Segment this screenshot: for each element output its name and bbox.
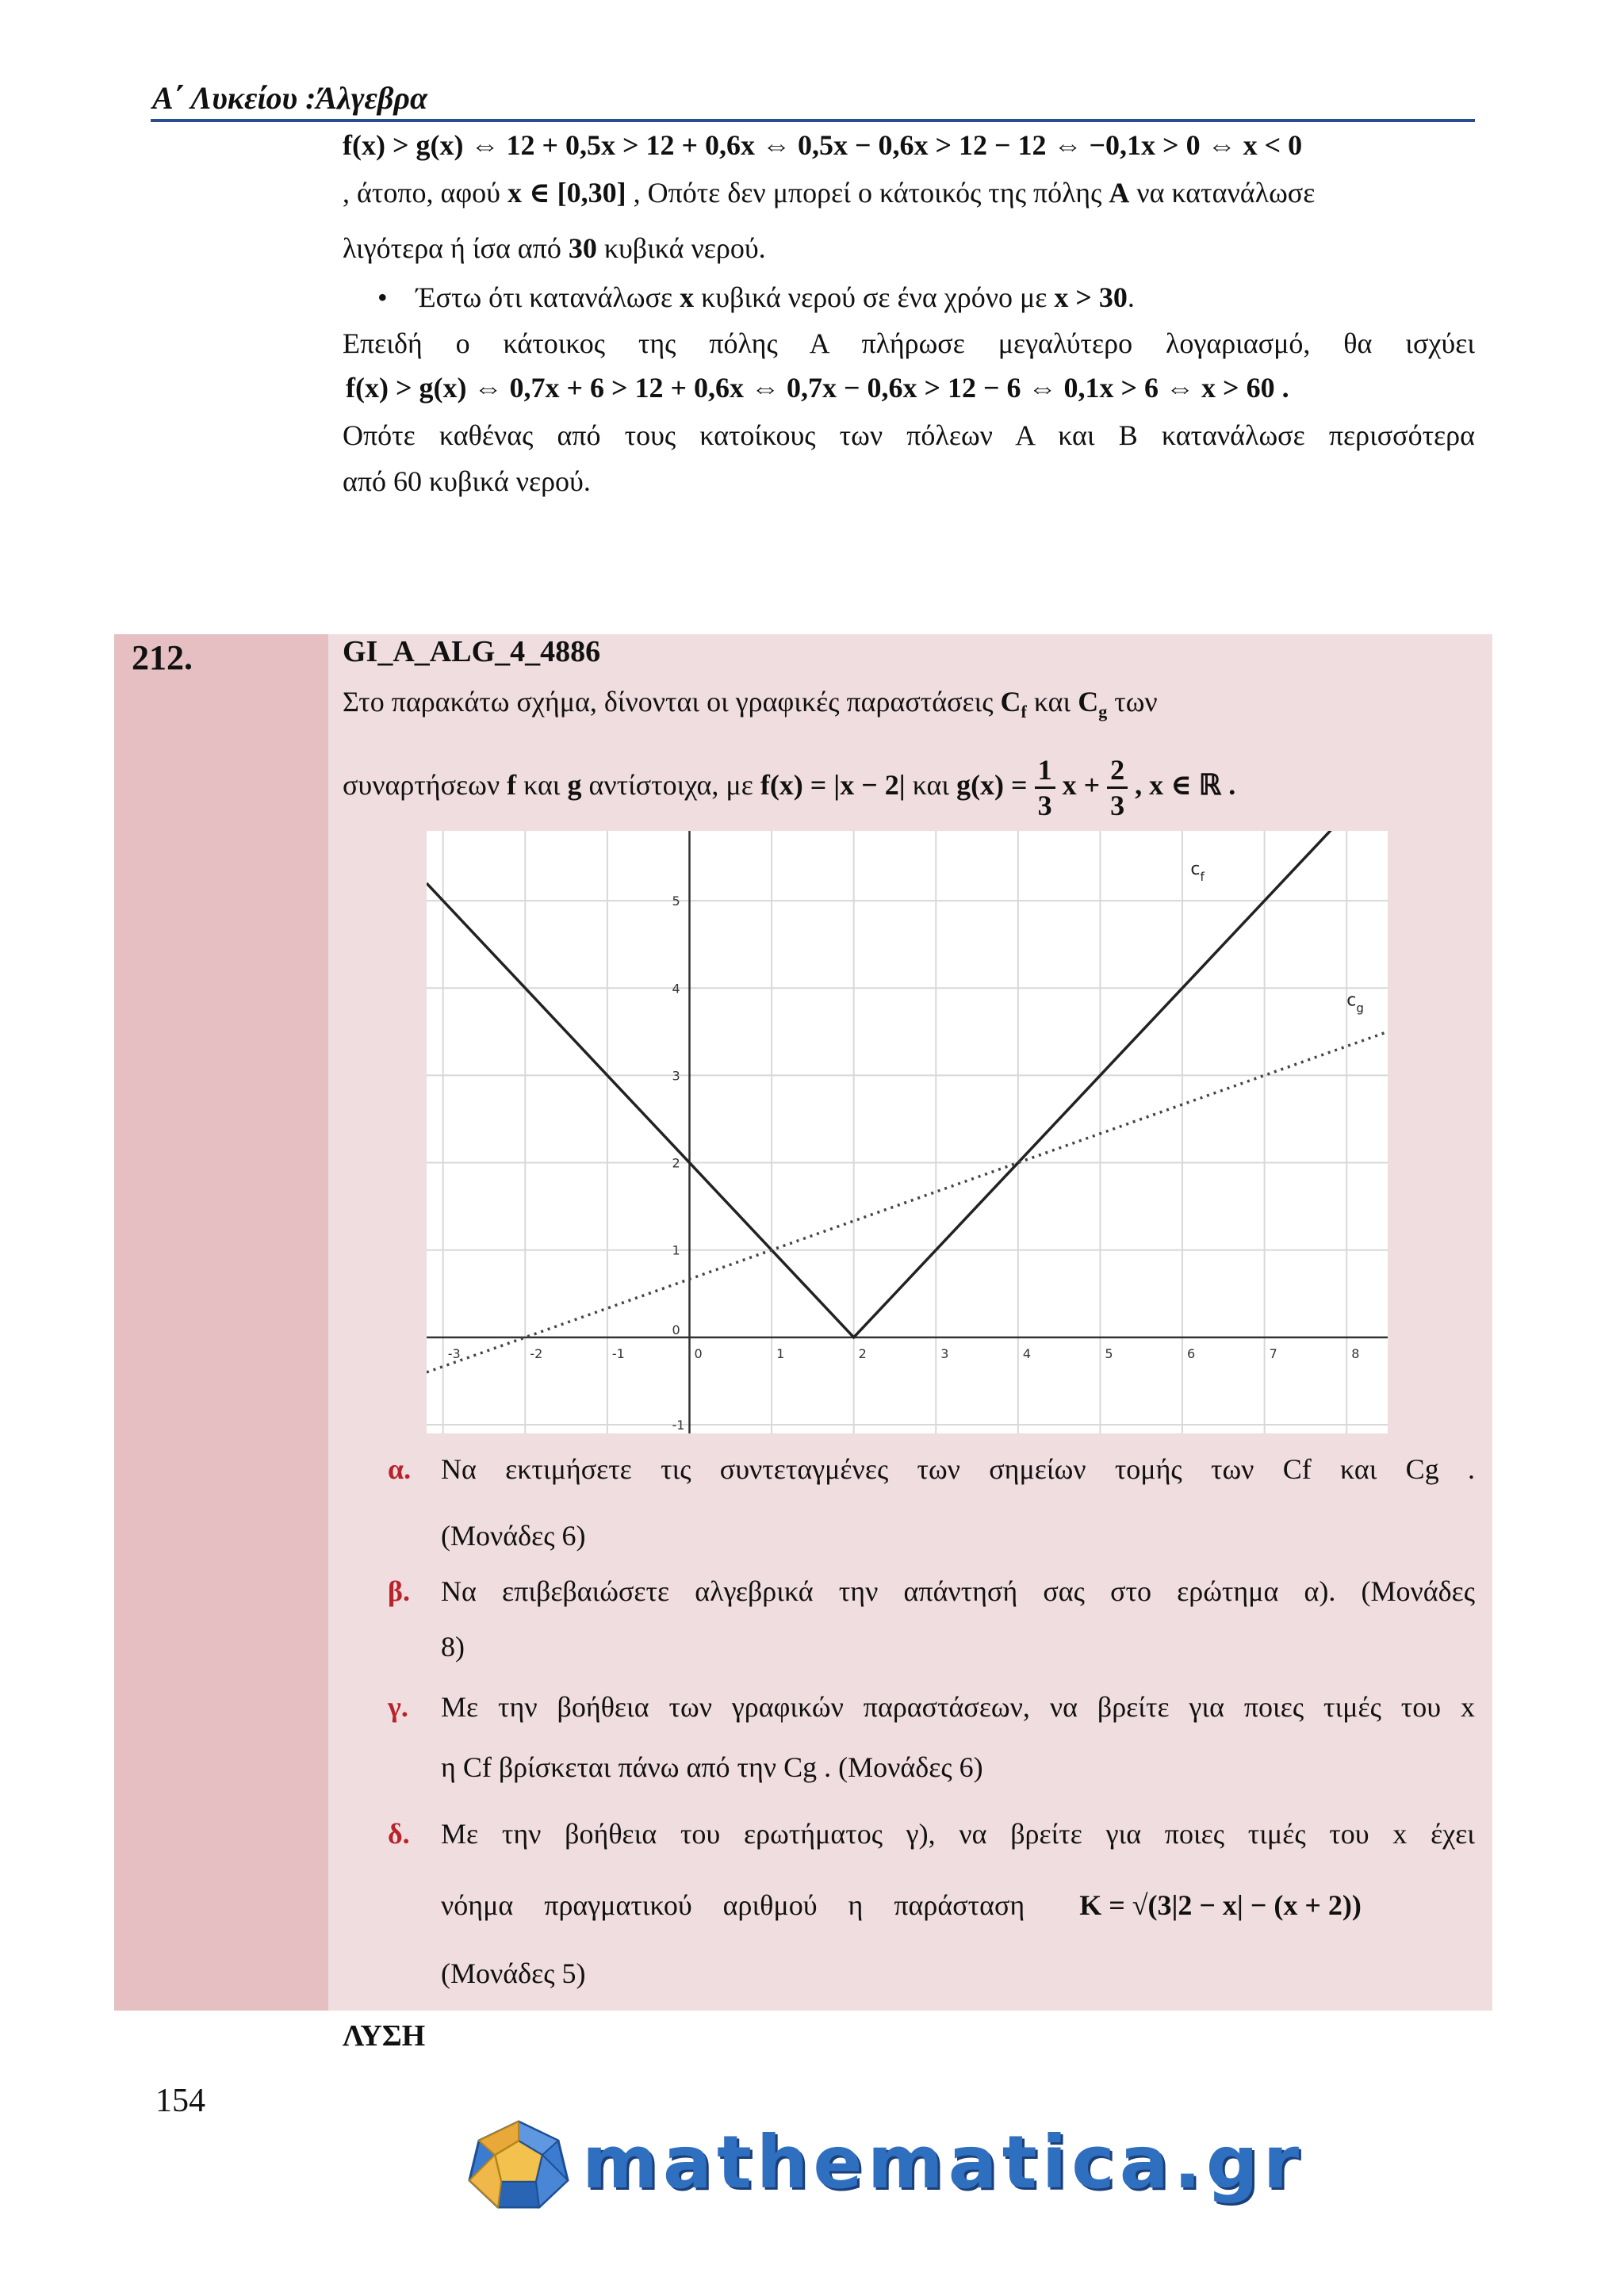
question-d-text: Με την βοήθεια του ερωτήματος γ), να βρείτε για ποιες τιμές του x έχει (441, 1818, 1475, 1850)
Cf-main: C (1000, 686, 1021, 718)
x-tick-label: 7 (1269, 1345, 1277, 1361)
question-d-line2 (441, 1887, 1475, 1923)
Cg-main: C (1078, 686, 1099, 718)
y-tick-label: 2 (672, 1155, 680, 1171)
solution-line-2 (343, 174, 1315, 211)
solution-line-2-A: Α (1109, 177, 1130, 209)
bullet-mid: κυβικά νερού σε ένα χρόνο με (701, 281, 1048, 313)
exercise-intro-2 (343, 745, 1235, 825)
solution-line-8: από 60 κυβικά νερού. (343, 465, 591, 497)
solution-line-1: f(x) > g(x) ⇔ 12 + 0,5x > 12 + 0,6x ⇔ 0,5x − 0,6x > 12 − 12 ⇔ −0,1x > 0 ⇔ x < 0 (343, 129, 1303, 161)
x-tick-label: 6 (1187, 1345, 1196, 1361)
solution-line-7: Οπότε καθένας από τους κατοίκους των πόλεων Α και Β κατανάλωσε περισσότερα (343, 419, 1475, 451)
question-a-label: α. (388, 1453, 412, 1485)
question-d (389, 1816, 1475, 1992)
solution-line-3-post: κυβικά νερού. (603, 232, 766, 264)
logo-text: mathematica.gr (582, 2120, 1304, 2205)
intro2-f: f (507, 769, 517, 801)
g-domain: , x ∈ ℝ . (1135, 769, 1236, 801)
solution-line-2-math: x ∈ [0,30] (507, 177, 626, 209)
intro1-mid: και (1033, 686, 1071, 718)
x-tick-label: 4 (1022, 1345, 1032, 1361)
intro2-and: και (523, 769, 561, 801)
intro1-Cg (1078, 686, 1108, 722)
intro2-resp: αντίστοιχα, με (588, 769, 753, 801)
g-frac1-num: 1 (1035, 753, 1055, 789)
g-fraction-2 (1107, 753, 1128, 822)
question-c-label: γ. (388, 1691, 408, 1723)
question-d-text3: (Μονάδες 5) (441, 1957, 586, 1989)
f-definition: f(x) = |x − 2| (760, 769, 906, 801)
bullet-dot: • (377, 281, 388, 313)
question-d-label: δ. (388, 1818, 410, 1850)
solution-line-2-end: να κατανάλωσε (1136, 177, 1316, 209)
x-tick-label: 3 (940, 1345, 949, 1361)
question-b-label: β. (388, 1575, 410, 1607)
x-tick-label: 8 (1351, 1345, 1360, 1361)
bullet-x: x (680, 281, 695, 313)
x-tick-label: 1 (776, 1345, 785, 1361)
g-frac2-den: 3 (1110, 790, 1125, 822)
question-b-text: Να επιβεβαιώσετε αλγεβρικά την απάντησή σας στο ερώτημα α). (Μονάδες (441, 1575, 1475, 1607)
exercise-number-cell (114, 634, 328, 2011)
solution-line-3-pre: λιγότερα ή ίσα από (343, 232, 561, 264)
x-tick-label: 0 (694, 1345, 703, 1361)
question-b (389, 1573, 1475, 1665)
y-tick-label: 3 (672, 1068, 680, 1084)
intro2-and2: και (912, 769, 950, 801)
intro2-pre: συναρτήσεων (343, 769, 500, 801)
question-a-text2: (Μονάδες 6) (441, 1520, 586, 1552)
g-mid: x + (1062, 769, 1101, 801)
series-label-cf: $c_f$ (1190, 859, 1205, 885)
solution-bullet (377, 279, 1135, 316)
g-frac2-num: 2 (1107, 753, 1128, 789)
intro1-pre: Στο παρακάτω σχήμα, δίνονται οι γραφικές παραστάσεις (343, 686, 994, 718)
exercise-number: 212. (132, 638, 193, 677)
question-a-text: Να εκτιμήσετε τις συντεταγμένες των σημείων τομής των Cf και Cg . (441, 1453, 1475, 1485)
bullet-math: x > 30 (1054, 281, 1128, 313)
x-tick-label: -2 (530, 1345, 543, 1361)
solution-line-2-post: , Οπότε δεν μπορεί ο κάτοικός της πόλης (633, 177, 1102, 209)
x-tick-label: -3 (447, 1345, 461, 1361)
intro1-Cf (1000, 686, 1027, 722)
y-tick-label: 5 (672, 894, 680, 909)
x-tick-label: 5 (1105, 1345, 1113, 1361)
question-c (389, 1689, 1475, 1785)
g-frac1-den: 3 (1037, 790, 1052, 822)
question-d-math: K = √(3|2 − x| − (x + 2)) (1079, 1889, 1362, 1921)
Cg-sub: g (1098, 702, 1108, 722)
header-rule (151, 119, 1475, 122)
y-tick-label: 4 (672, 981, 680, 997)
solution-line-3 (343, 230, 766, 266)
question-c-text: Με την βοήθεια των γραφικών παραστάσεων, να βρείτε για ποιες τιμές του x (441, 1691, 1475, 1723)
polyhedron-icon (463, 2117, 574, 2212)
g-fraction-1 (1035, 753, 1055, 822)
series-label-sub-cf: f (1200, 870, 1205, 885)
bullet-end: . (1127, 281, 1135, 313)
intro1-end: των (1114, 686, 1158, 718)
intro2-g: g (567, 769, 582, 801)
x-tick-label: 2 (858, 1345, 867, 1361)
mathematica-logo (463, 2117, 1304, 2212)
solution-line-2-pre: , άτοπο, αφού (343, 177, 508, 209)
exercise-code: GI_A_ALG_4_4886 (343, 635, 601, 668)
solution-heading: ΛΥΣΗ (343, 2019, 426, 2053)
exercise-intro-1 (343, 683, 1158, 730)
y-tick-label: -1 (672, 1417, 685, 1433)
x-tick-label: -1 (611, 1345, 625, 1361)
series-label-cg: $c_g$ (1346, 990, 1364, 1016)
y-tick-label: 1 (672, 1242, 680, 1258)
question-b-text2: 8) (441, 1631, 465, 1663)
solution-line-6: f(x) > g(x) ⇔ 0,7x + 6 > 12 + 0,6x ⇔ 0,7x − 0,6x > 12 − 6 ⇔ 0,1x > 6 ⇔ x > 60 . (346, 372, 1289, 404)
page-number: 154 (155, 2083, 205, 2119)
series-label-sub-cg: g (1356, 1001, 1364, 1016)
Cf-sub: f (1021, 702, 1027, 722)
bullet-pre: Έστω ότι κατανάλωσε (416, 281, 673, 313)
g-def-pre: g(x) = (956, 769, 1028, 801)
y-tick-label-origin: 0 (672, 1322, 680, 1337)
page-header-title: Α΄ Λυκείου :Άλγεβρα (152, 80, 428, 116)
question-c-text2: η Cf βρίσκεται πάνω από την Cg . (Μονάδες 6) (441, 1751, 983, 1783)
question-d-text2: νόημα πραγματικού αριθμού η παράσταση (441, 1889, 1025, 1921)
solution-line-3-num: 30 (568, 232, 597, 264)
function-graph (427, 831, 1388, 1433)
question-a (389, 1451, 1475, 1554)
solution-line-5: Επειδή ο κάτοικος της πόλης Α πλήρωσε μεγαλύτερο λογαριασμό, θα ισχύει (343, 327, 1475, 359)
